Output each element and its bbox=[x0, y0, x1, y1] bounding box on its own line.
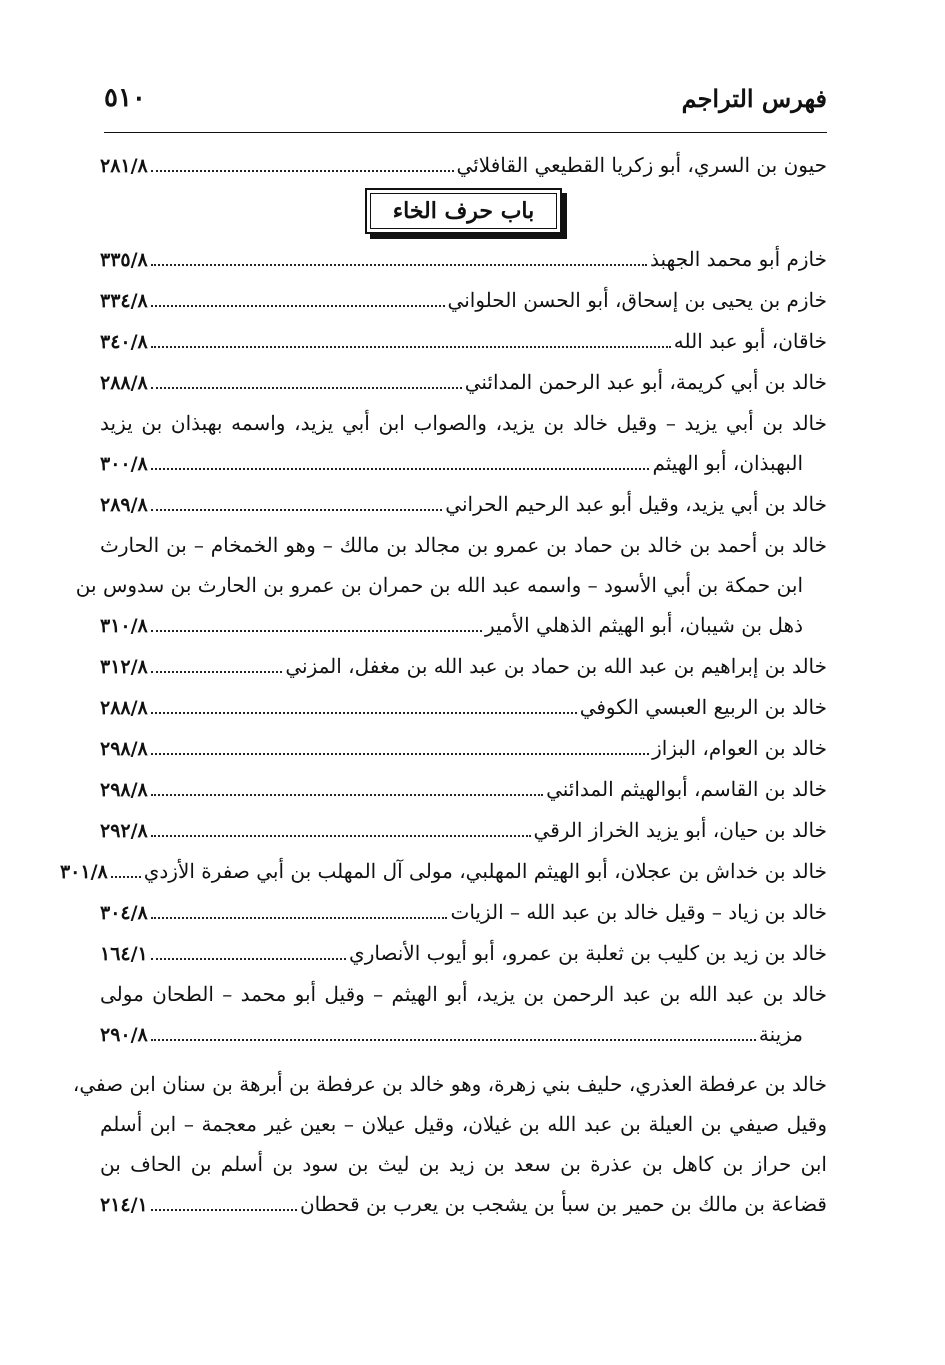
entry-name: خازم أبو محمد الجهبذ bbox=[649, 247, 827, 271]
page-header bbox=[104, 78, 827, 118]
leader-dots bbox=[151, 794, 543, 796]
entry-name: خالد بن إبراهيم بن عبد الله بن حماد بن عبد الله بن مغفل، المزني bbox=[285, 654, 827, 678]
leader-dots bbox=[151, 671, 283, 673]
index-entry bbox=[100, 326, 827, 358]
leader-dots bbox=[151, 835, 531, 837]
entry-name: خالد بن زياد – وقيل خالد بن عبد الله – الزيات bbox=[450, 900, 827, 924]
entry-name: خالد بن أبي يزيد، وقيل أبو عبد الرحيم الحراني bbox=[445, 492, 827, 516]
index-content bbox=[59, 150, 827, 1221]
entry-reference: ٢٩٨/٨ bbox=[100, 738, 148, 760]
entry-reference: ٣٣٤/٨ bbox=[100, 290, 148, 312]
entry-reference: ٣٤٠/٨ bbox=[100, 331, 148, 353]
index-entry bbox=[100, 244, 827, 276]
entry-name: خالد بن زيد بن كليب بن ثعلبة بن عمرو، أبو أيوب الأنصاري bbox=[349, 941, 827, 965]
entry-name: ذهل بن شيبان، أبو الهيثم الذهلي الأمير bbox=[484, 613, 803, 637]
entry-name: خالد بن العوام، البزاز bbox=[652, 736, 827, 760]
index-entry bbox=[100, 367, 827, 399]
index-entry bbox=[100, 774, 827, 806]
entry-reference: ٣٠١/٨ bbox=[59, 861, 108, 883]
leader-dots bbox=[151, 753, 649, 755]
leader-dots bbox=[151, 170, 454, 172]
leader-dots bbox=[151, 917, 448, 919]
entry-name: قضاعة بن مالك بن حمير بن سبأ بن يشجب بن يعرب بن قحطان bbox=[299, 1192, 827, 1216]
entry-continuation-line: خالد بن أحمد بن خالد بن حماد بن عمرو بن مجالد بن مالك – وهو الخمخام – بن الحارث bbox=[100, 533, 827, 557]
entry-name: حيون بن السري، أبو زكريا القطيعي القافلائي bbox=[456, 153, 827, 177]
entry-continuation-line: خالد بن عرفطة العذري، حليف بني زهرة، وهو خالد بن عرفطة بن أبرهة بن سنان ابن صفي، bbox=[72, 1072, 827, 1096]
entry-reference: ٢٨٨/٨ bbox=[100, 372, 148, 394]
entry-reference: ٢٩٨/٨ bbox=[100, 779, 148, 801]
entry-continuation-line: خالد بن عبد الله بن عبد الرحمن بن يزيد، أبو الهيثم – وقيل أبو محمد – الطحان مولى bbox=[100, 982, 827, 1006]
index-entry bbox=[100, 150, 827, 182]
entry-continuation-line: ابن حمكة بن أبي الأسود – واسمه عبد الله بن حمران بن عمرو بن الحارث بن سدوس بن bbox=[75, 573, 803, 597]
header-rule bbox=[104, 132, 827, 133]
index-entry bbox=[100, 448, 827, 480]
leader-dots bbox=[151, 264, 647, 266]
index-entry bbox=[100, 815, 827, 847]
index-entry bbox=[100, 285, 827, 317]
entry-name: مزينة bbox=[758, 1022, 803, 1046]
index-entry bbox=[100, 938, 827, 970]
index-entry bbox=[100, 733, 827, 765]
page-title: فهرس التراجم bbox=[681, 83, 827, 113]
entry-name: خاقان، أبو عبد الله bbox=[673, 329, 827, 353]
index-entry bbox=[100, 1019, 827, 1051]
entry-reference: ٣٠٠/٨ bbox=[100, 453, 148, 475]
index-entry bbox=[100, 651, 827, 683]
leader-dots bbox=[151, 346, 671, 348]
leader-dots bbox=[151, 1039, 756, 1041]
entry-reference: ٣١٠/٨ bbox=[100, 615, 148, 637]
entry-name: خالد بن القاسم، أبوالهيثم المدائني bbox=[546, 777, 827, 801]
leader-dots bbox=[151, 958, 346, 960]
section-banner bbox=[365, 188, 562, 234]
leader-dots bbox=[111, 876, 141, 878]
entry-reference: ٢٨١/٨ bbox=[100, 155, 148, 177]
entry-reference: ٣٠٤/٨ bbox=[100, 902, 148, 924]
entry-reference: ٢٨٨/٨ bbox=[100, 697, 148, 719]
index-entry bbox=[100, 489, 827, 521]
entry-name: خالد بن أبي كريمة، أبو عبد الرحمن المدائني bbox=[464, 370, 827, 394]
entry-reference: ٢٩٠/٨ bbox=[100, 1024, 148, 1046]
leader-dots bbox=[151, 387, 462, 389]
entry-reference: ٢٩٢/٨ bbox=[100, 820, 148, 842]
entry-continuation-line: ابن حراز بن كاهل بن عذرة بن سعد بن زيد بن ليث بن سود بن أسلم بن الحاف بن bbox=[100, 1152, 827, 1176]
index-entry bbox=[100, 897, 827, 929]
index-entry bbox=[100, 610, 827, 642]
leader-dots bbox=[151, 1209, 297, 1211]
section-banner-wrap bbox=[100, 188, 827, 234]
entry-reference: ١٦٤/١ bbox=[100, 943, 148, 965]
index-entry bbox=[59, 856, 827, 888]
entry-reference: ٢٨٩/٨ bbox=[100, 494, 148, 516]
entry-name: خالد بن خداش بن عجلان، أبو الهيثم المهلبي، مولى آل المهلب بن أبي صفرة الأزدي bbox=[143, 859, 827, 883]
leader-dots bbox=[151, 509, 443, 511]
index-entry bbox=[100, 692, 827, 724]
leader-dots bbox=[151, 468, 650, 470]
entry-continuation-line: وقيل صيفي بن العيلة بن عبد الله بن غيلان، وقيل عيلان – بعين غير معجمة – ابن أسلم bbox=[100, 1112, 827, 1136]
entry-name: خالد بن حيان، أبو يزيد الخراز الرقي bbox=[533, 818, 827, 842]
entry-reference: ٢١٤/١ bbox=[100, 1194, 148, 1216]
index-entry bbox=[100, 1189, 827, 1221]
leader-dots bbox=[151, 305, 445, 307]
entry-name: خالد بن الربيع العبسي الكوفي bbox=[579, 695, 827, 719]
entry-reference: ٣١٢/٨ bbox=[100, 656, 148, 678]
section-title: باب حرف الخاء bbox=[370, 193, 557, 229]
page-number: ٥١٠ bbox=[104, 83, 146, 113]
leader-dots bbox=[151, 712, 577, 714]
entry-reference: ٣٣٥/٨ bbox=[100, 249, 148, 271]
entry-name: خازم بن يحيى بن إسحاق، أبو الحسن الحلواني bbox=[447, 288, 827, 312]
entry-name: البهبذان، أبو الهيثم bbox=[652, 451, 803, 475]
leader-dots bbox=[151, 630, 482, 632]
entry-continuation-line: خالد بن أبي يزيد – وقيل خالد بن يزيد، والصواب ابن أبي يزيد، واسمه بهبذان بن يزيد bbox=[100, 411, 827, 435]
